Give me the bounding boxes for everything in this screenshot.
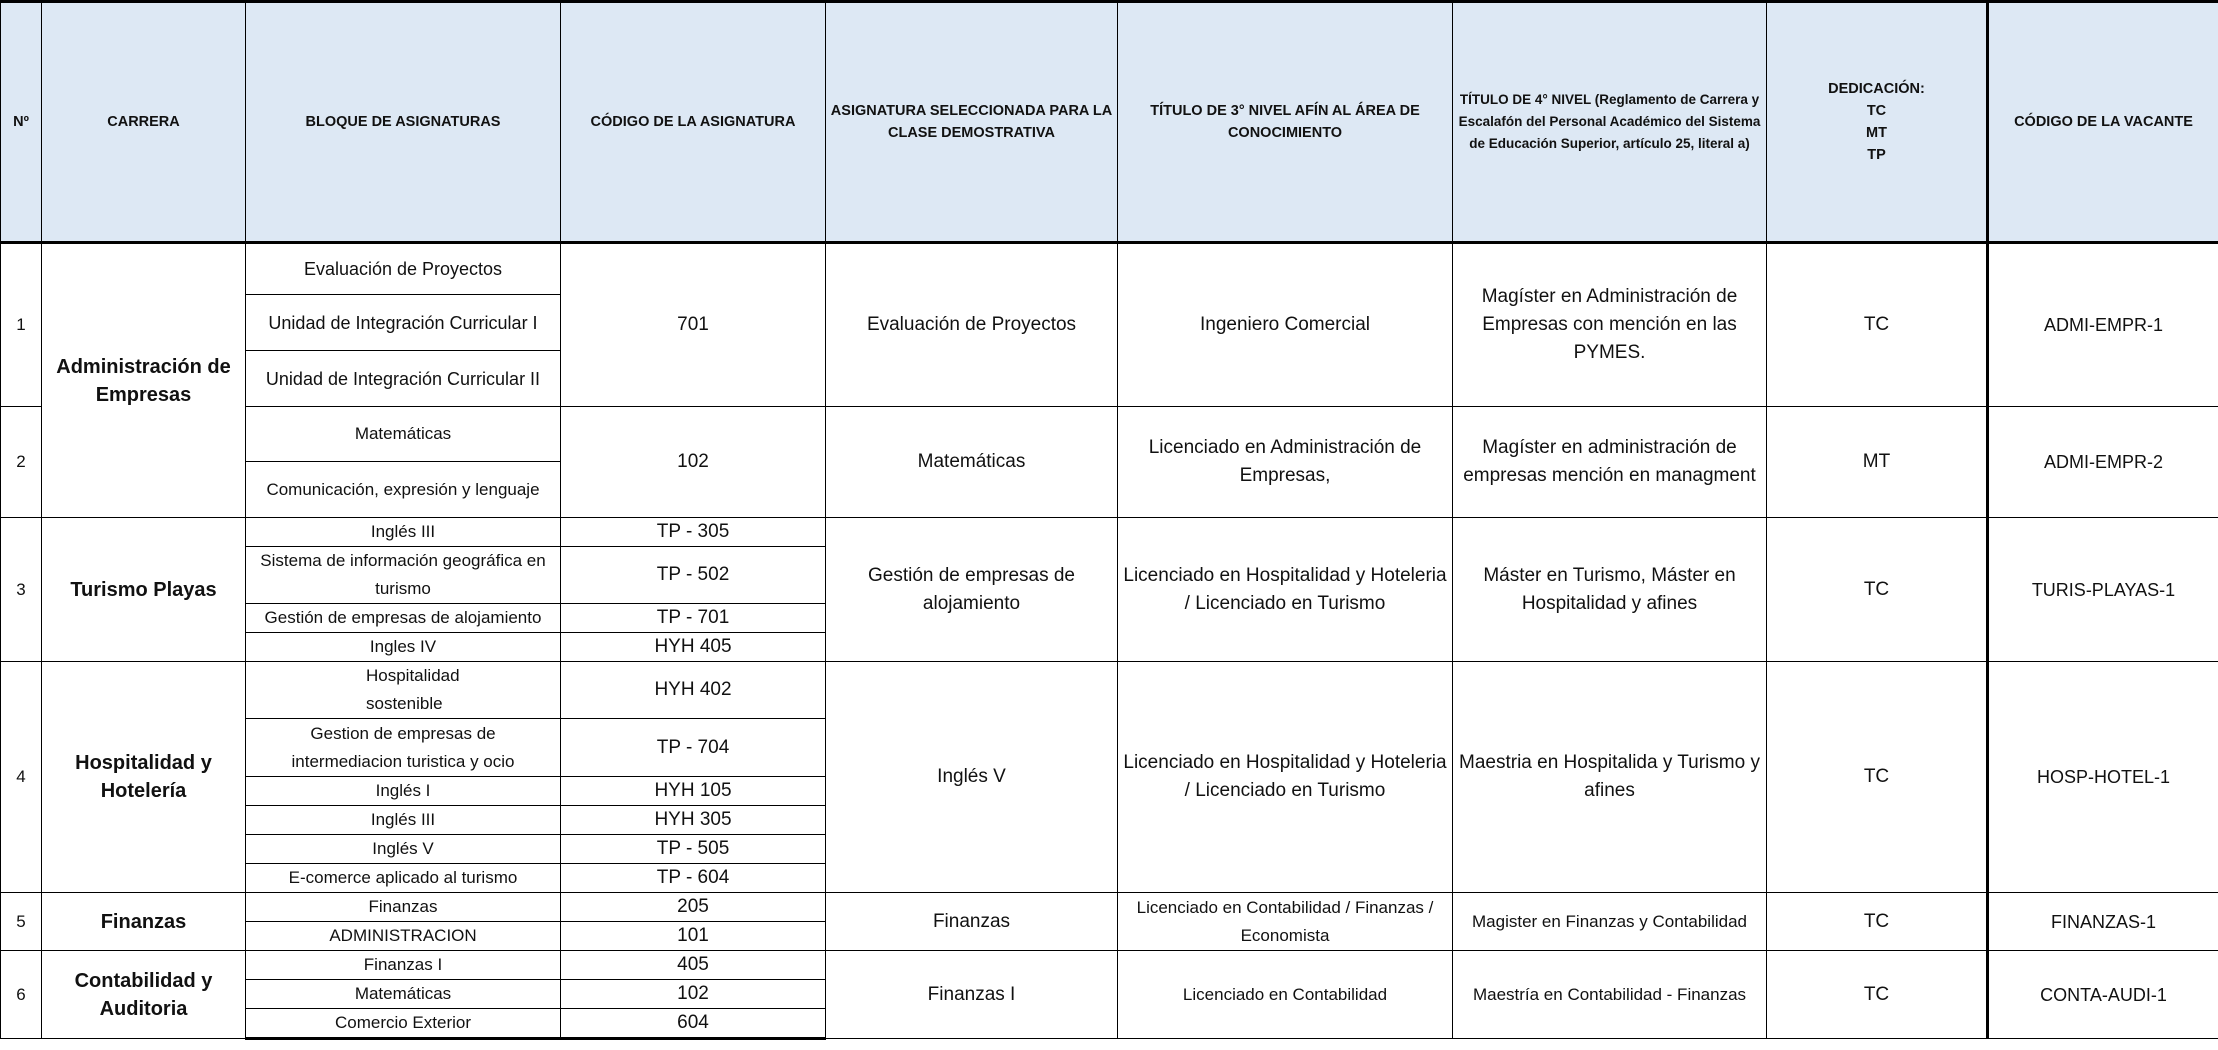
- dedication-cell: TC: [1767, 893, 1988, 951]
- fourth-level-title-cell: Maestria en Hospitalida y Turismo y afines: [1453, 662, 1767, 893]
- career-cell: Turismo Playas: [42, 518, 246, 662]
- third-level-title-cell: Ingeniero Comercial: [1118, 243, 1453, 407]
- table-row: [1, 407, 2218, 462]
- subject-cell: Finanzas: [246, 893, 561, 922]
- career-cell: Finanzas: [42, 893, 246, 951]
- vacancy-code-cell: FINANZAS-1: [1988, 893, 2218, 951]
- dedication-cell: TC: [1767, 662, 1988, 893]
- subject-cell: Evaluación de Proyectos: [246, 243, 561, 295]
- subject-cell: Matemáticas: [246, 980, 561, 1009]
- fourth-level-title-cell: Magíster en administración de empresas mención en managment: [1453, 407, 1767, 518]
- row-number: 3: [1, 518, 42, 662]
- subject-code-cell: 205: [561, 893, 826, 922]
- subject-cell: Inglés III: [246, 806, 561, 835]
- demo-subject-cell: Gestión de empresas de alojamiento: [826, 518, 1118, 662]
- subject-cell: Finanzas I: [246, 951, 561, 980]
- vacancy-code-cell: ADMI-EMPR-2: [1988, 407, 2218, 518]
- header-asignatura: [826, 2, 1118, 243]
- career-cell: Administración de Empresas: [42, 243, 246, 518]
- header-titulo4-line: de Educación Superior, artículo 25, literal a): [1469, 136, 1750, 151]
- subject-cell: Matemáticas: [246, 407, 561, 462]
- subject-code-cell: 604: [561, 1009, 826, 1039]
- header-titulo4-line: Escalafón del Personal Académico del Sistema: [1458, 114, 1761, 129]
- subject-code-cell: HYH 405: [561, 633, 826, 662]
- demo-subject-cell: Matemáticas: [826, 407, 1118, 518]
- fourth-level-title-cell: Maestría en Contabilidad - Finanzas: [1453, 951, 1767, 1039]
- vacancy-code-cell: CONTA-AUDI-1: [1988, 951, 2218, 1039]
- third-level-title-cell: Licenciado en Contabilidad: [1118, 951, 1453, 1039]
- subject-cell: Gestión de empresas de alojamiento: [246, 604, 561, 633]
- row-number: 6: [1, 951, 42, 1039]
- subject-code-cell: 102: [561, 407, 826, 518]
- header-dedicacion: [1767, 2, 1988, 243]
- demo-subject-cell: Finanzas I: [826, 951, 1118, 1039]
- subject-code-cell: HYH 305: [561, 806, 826, 835]
- header-asignatura-line: CLASE DEMOSTRATIVA: [887, 125, 1056, 141]
- row-number: 1: [1, 243, 42, 407]
- subject-code-cell: 405: [561, 951, 826, 980]
- subject-cell: Unidad de Integración Curricular II: [246, 351, 561, 407]
- header-vacante: CÓDIGO DE LA VACANTE: [1988, 2, 2218, 243]
- demo-subject-cell: Inglés V: [826, 662, 1118, 893]
- fourth-level-title-cell: Magister en Finanzas y Contabilidad: [1453, 893, 1767, 951]
- table-row: [1, 893, 2218, 922]
- fourth-level-title-cell: Máster en Turismo, Máster en Hospitalidad y afines: [1453, 518, 1767, 662]
- third-level-title-cell: Licenciado en Contabilidad / Finanzas / Economista: [1118, 893, 1453, 951]
- header-dedicacion-line: MT: [1866, 125, 1887, 141]
- table-header-row: [1, 2, 2218, 243]
- subject-cell: Hospitalidad sostenible: [246, 662, 561, 719]
- third-level-title-cell: Licenciado en Hospitalidad y Hoteleria / Licenciado en Turismo: [1118, 662, 1453, 893]
- subject-cell: Inglés V: [246, 835, 561, 864]
- dedication-cell: TC: [1767, 518, 1988, 662]
- subject-code-cell: 701: [561, 243, 826, 407]
- subject-code-cell: TP - 704: [561, 719, 826, 777]
- header-titulo3-line: TÍTULO DE 3° NIVEL AFÍN AL ÁREA DE: [1150, 103, 1420, 119]
- header-titulo4-line: TÍTULO DE 4° NIVEL (Reglamento de Carrera y: [1459, 92, 1760, 107]
- subject-code-cell: TP - 701: [561, 604, 826, 633]
- career-cell: Contabilidad y Auditoria: [42, 951, 246, 1039]
- subject-cell: Sistema de información geográfica en turismo: [246, 547, 561, 604]
- subject-code-cell: TP - 502: [561, 547, 826, 604]
- row-number: 4: [1, 662, 42, 893]
- subject-cell: Unidad de Integración Curricular I: [246, 295, 561, 351]
- header-dedicacion-line: DEDICACIÓN:: [1828, 81, 1925, 97]
- demo-subject-cell: Evaluación de Proyectos: [826, 243, 1118, 407]
- dedication-cell: MT: [1767, 407, 1988, 518]
- header-titulo3-line: CONOCIMIENTO: [1227, 125, 1343, 141]
- subject-cell: E-comerce aplicado al turismo: [246, 864, 561, 893]
- row-number: 5: [1, 893, 42, 951]
- fourth-level-title-cell: Magíster en Administración de Empresas con mención en las PYMES.: [1453, 243, 1767, 407]
- table-row: [1, 243, 2218, 295]
- vacancy-code-cell: HOSP-HOTEL-1: [1988, 662, 2218, 893]
- third-level-title-cell: Licenciado en Administración de Empresas,: [1118, 407, 1453, 518]
- header-bloque: BLOQUE DE ASIGNATURAS: [246, 2, 561, 243]
- subject-cell: Ingles IV: [246, 633, 561, 662]
- row-number: 2: [1, 407, 42, 518]
- header-num: Nº: [1, 2, 42, 243]
- table-row: [1, 951, 2218, 980]
- header-asignatura-line: ASIGNATURA SELECCIONADA PARA LA: [830, 103, 1113, 119]
- subject-cell: Comercio Exterior: [246, 1009, 561, 1039]
- table-row: [1, 662, 2218, 719]
- subject-code-cell: HYH 105: [561, 777, 826, 806]
- subject-cell: Gestion de empresas de intermediacion turistica y ocio: [246, 719, 561, 777]
- subject-code-cell: 102: [561, 980, 826, 1009]
- demo-subject-cell: Finanzas: [826, 893, 1118, 951]
- subject-code-cell: TP - 505: [561, 835, 826, 864]
- header-dedicacion-line: TC: [1866, 103, 1887, 119]
- vacancy-code-cell: TURIS-PLAYAS-1: [1988, 518, 2218, 662]
- header-carrera: CARRERA: [42, 2, 246, 243]
- dedication-cell: TC: [1767, 951, 1988, 1039]
- subject-code-cell: HYH 402: [561, 662, 826, 719]
- subject-cell: Inglés III: [246, 518, 561, 547]
- dedication-cell: TC: [1767, 243, 1988, 407]
- subject-cell: ADMINISTRACION: [246, 922, 561, 951]
- header-dedicacion-line: TP: [1867, 147, 1886, 163]
- vacancy-code-cell: ADMI-EMPR-1: [1988, 243, 2218, 407]
- header-titulo3: [1118, 2, 1453, 243]
- subject-cell: Comunicación, expresión y lenguaje: [246, 462, 561, 518]
- subject-code-cell: 101: [561, 922, 826, 951]
- table-row: [1, 518, 2218, 547]
- third-level-title-cell: Licenciado en Hospitalidad y Hoteleria / Licenciado en Turismo: [1118, 518, 1453, 662]
- subject-cell: Inglés I: [246, 777, 561, 806]
- career-cell: Hospitalidad y Hotelería: [42, 662, 246, 893]
- header-titulo4: [1453, 2, 1767, 243]
- subject-code-cell: TP - 604: [561, 864, 826, 893]
- subject-code-cell: TP - 305: [561, 518, 826, 547]
- header-codigo: CÓDIGO DE LA ASIGNATURA: [561, 2, 826, 243]
